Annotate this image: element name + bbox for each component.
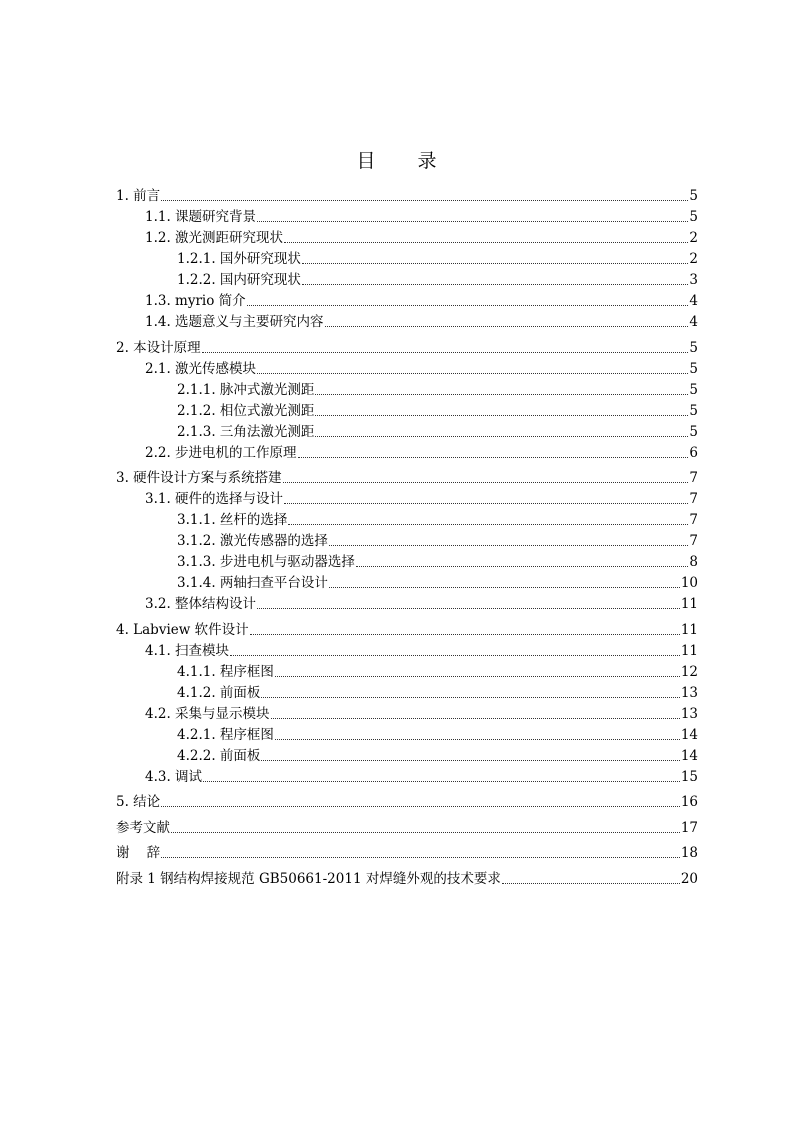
toc-dot-leader xyxy=(356,566,688,567)
toc-dot-leader xyxy=(171,832,680,833)
toc-page-number: 18 xyxy=(680,845,698,861)
toc-entry-label: 4.1.1. 程序框图 xyxy=(177,663,274,680)
toc-page-number: 5 xyxy=(689,423,698,440)
toc-entry[interactable] xyxy=(116,840,698,861)
toc-entry[interactable] xyxy=(116,419,698,440)
toc-dot-leader xyxy=(315,394,688,395)
toc-entry-label: 2.1.3. 三角法激光测距 xyxy=(177,423,315,440)
toc-entry-label: 2.1.2. 相位式激光测距 xyxy=(177,402,315,419)
toc-entry[interactable] xyxy=(116,528,698,549)
toc-entry-label: 1.4. 选题意义与主要研究内容 xyxy=(145,314,324,330)
toc-entry[interactable] xyxy=(116,335,698,356)
toc-entry-label: 3.1. 硬件的选择与设计 xyxy=(145,491,284,507)
toc-entry[interactable] xyxy=(116,267,698,288)
toc-dot-leader xyxy=(161,857,680,858)
toc-entry-label: 3.1.2. 激光传感器的选择 xyxy=(177,533,328,549)
toc-page-number: 5 xyxy=(689,339,698,356)
toc-page-number: 5 xyxy=(689,188,698,204)
toc-dot-leader xyxy=(302,284,688,285)
toc-entry-label: 2. 本设计原理 xyxy=(116,339,201,356)
toc-dot-leader xyxy=(275,676,680,677)
toc-dot-leader xyxy=(203,781,680,782)
toc-entry-label: 3.1.3. 步进电机与驱动器选择 xyxy=(177,554,355,570)
toc-page-number: 11 xyxy=(680,642,698,659)
toc-page-number: 16 xyxy=(680,794,698,810)
toc-entry[interactable] xyxy=(116,204,698,225)
toc-entry-label: 1.1. 课题研究背景 xyxy=(145,209,257,225)
toc-dot-leader xyxy=(502,883,680,884)
toc-dot-leader xyxy=(261,697,679,698)
toc-dot-leader xyxy=(302,263,688,264)
toc-entry[interactable] xyxy=(116,398,698,419)
toc-entry-label: 附录 1 钢结构焊接规范 GB50661-2011 对焊缝外观的技术要求 xyxy=(116,870,501,887)
toc-dot-leader xyxy=(271,718,680,719)
toc-dot-leader xyxy=(230,655,680,656)
toc-entry-label: 3.1.4. 两轴扫查平台设计 xyxy=(177,575,328,591)
toc-entry-label: 4. Labview 软件设计 xyxy=(116,621,249,638)
toc-entry[interactable] xyxy=(116,743,698,764)
toc-entry-label: 谢 辞 xyxy=(116,845,161,861)
toc-entry-label: 参考文献 xyxy=(116,819,170,836)
toc-entry-label: 5. 结论 xyxy=(116,794,161,810)
toc-page-number: 5 xyxy=(689,209,698,225)
toc-page-number: 11 xyxy=(680,621,698,638)
toc-entry-label: 4.2.2. 前面板 xyxy=(177,747,261,764)
toc-entry[interactable] xyxy=(116,507,698,528)
toc-entry[interactable] xyxy=(116,701,698,722)
toc-dot-leader xyxy=(257,373,688,374)
toc-entry-label: 2.1.1. 脉冲式激光测距 xyxy=(177,381,315,398)
toc-entry-label: 1.3. myrio 简介 xyxy=(145,293,246,309)
toc-page-number: 20 xyxy=(680,870,698,887)
toc-page-number: 7 xyxy=(689,533,698,549)
toc-dot-leader xyxy=(284,242,688,243)
toc-entry[interactable] xyxy=(116,288,698,309)
toc-entry[interactable] xyxy=(116,465,698,486)
toc-dot-leader xyxy=(275,739,680,740)
toc-entry-label: 4.2. 采集与显示模块 xyxy=(145,705,270,722)
toc-dot-leader xyxy=(250,634,680,635)
toc-entry[interactable] xyxy=(116,246,698,267)
toc-page-number: 5 xyxy=(689,360,698,377)
toc-page-number: 11 xyxy=(680,596,698,612)
toc-entry[interactable] xyxy=(116,764,698,785)
toc-entry[interactable] xyxy=(116,680,698,701)
toc-page-number: 13 xyxy=(680,705,698,722)
toc-page-number: 7 xyxy=(689,470,698,486)
toc-entry[interactable] xyxy=(116,309,698,330)
toc-entry-label: 2.1. 激光传感模块 xyxy=(145,360,257,377)
toc-page-number: 8 xyxy=(689,554,698,570)
toc-dot-leader xyxy=(284,503,688,504)
toc-entry-label: 4.3. 调试 xyxy=(145,768,203,785)
toc-page-number: 17 xyxy=(680,819,698,836)
toc-entry[interactable] xyxy=(116,638,698,659)
toc-dot-leader xyxy=(247,305,689,306)
toc-entry-label: 1.2. 激光测距研究现状 xyxy=(145,230,284,246)
toc-entry-label: 4.2.1. 程序框图 xyxy=(177,726,274,743)
toc-dot-leader xyxy=(202,352,689,353)
toc-entry[interactable] xyxy=(116,377,698,398)
toc-entry-label: 2.2. 步进电机的工作原理 xyxy=(145,444,297,461)
toc-entry[interactable] xyxy=(116,356,698,377)
toc-dot-leader xyxy=(261,760,679,761)
toc-entry-label: 3.1.1. 丝杆的选择 xyxy=(177,512,288,528)
toc-page-number: 13 xyxy=(680,684,698,701)
toc-page-number: 12 xyxy=(680,663,698,680)
toc-dot-leader xyxy=(257,221,688,222)
toc-page-number: 15 xyxy=(680,768,698,785)
toc-entry[interactable] xyxy=(116,659,698,680)
toc-page-number: 10 xyxy=(680,575,698,591)
toc-dot-leader xyxy=(288,524,688,525)
toc-page-number: 3 xyxy=(689,272,698,288)
toc-entry-label: 4.1. 扫查模块 xyxy=(145,642,230,659)
toc-entry-label: 1. 前言 xyxy=(116,188,161,204)
toc-entry[interactable] xyxy=(116,789,698,810)
toc-dot-leader xyxy=(315,415,688,416)
toc-page-number: 14 xyxy=(680,747,698,764)
toc-entry[interactable] xyxy=(116,617,698,638)
toc-dot-leader xyxy=(329,587,680,588)
toc-entry[interactable] xyxy=(116,722,698,743)
toc-entry[interactable] xyxy=(116,570,698,591)
toc-entry[interactable] xyxy=(116,486,698,507)
toc-page-number: 5 xyxy=(689,381,698,398)
toc-entry-label: 1.2.1. 国外研究现状 xyxy=(177,251,301,267)
toc-entry[interactable] xyxy=(116,183,698,204)
toc-entry[interactable] xyxy=(116,225,698,246)
page-title: 目 录 xyxy=(356,150,455,172)
toc-entry[interactable] xyxy=(116,591,698,612)
toc-entry-label: 3.2. 整体结构设计 xyxy=(145,596,257,612)
toc-page-number: 2 xyxy=(689,230,698,246)
toc-dot-leader xyxy=(298,457,689,458)
toc-entry[interactable] xyxy=(116,866,698,887)
toc-entry[interactable] xyxy=(116,815,698,836)
toc-dot-leader xyxy=(257,608,680,609)
toc-dot-leader xyxy=(329,545,688,546)
toc-page-number: 2 xyxy=(689,251,698,267)
toc-page-number: 7 xyxy=(689,512,698,528)
toc-page-number: 7 xyxy=(689,491,698,507)
toc-page-number: 5 xyxy=(689,402,698,419)
toc-entry-label: 3. 硬件设计方案与系统搭建 xyxy=(116,470,282,486)
toc-entry[interactable] xyxy=(116,549,698,570)
toc-page-number: 6 xyxy=(689,444,698,461)
toc-dot-leader xyxy=(161,200,688,201)
toc-entry-label: 4.1.2. 前面板 xyxy=(177,684,261,701)
toc-page-number: 4 xyxy=(689,314,698,330)
toc-dot-leader xyxy=(325,326,689,327)
toc-page-number: 14 xyxy=(680,726,698,743)
toc-page-number: 4 xyxy=(689,293,698,309)
toc-entry-label: 1.2.2. 国内研究现状 xyxy=(177,272,301,288)
toc-dot-leader xyxy=(315,436,688,437)
table-of-contents xyxy=(116,183,698,887)
toc-dot-leader xyxy=(161,806,680,807)
toc-entry[interactable] xyxy=(116,440,698,461)
toc-dot-leader xyxy=(283,482,689,483)
